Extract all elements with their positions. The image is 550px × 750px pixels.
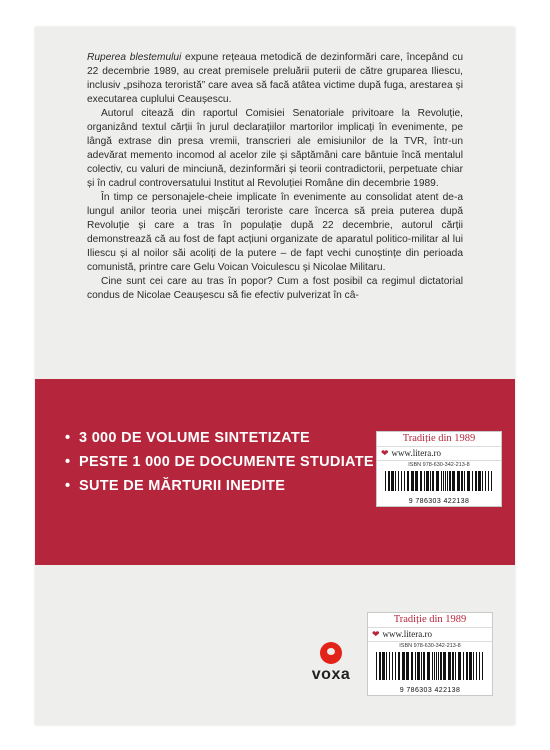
barcode-bar	[448, 652, 451, 680]
highlight-text: 3 000 DE VOLUME SINTETIZATE	[79, 430, 311, 446]
barcode-bar	[436, 652, 437, 680]
barcode-bar	[389, 652, 390, 680]
barcode-bar	[398, 652, 400, 680]
barcode-bar	[476, 652, 477, 680]
barcode-bar	[411, 652, 413, 680]
highlight-item	[65, 453, 379, 471]
barcode-bar	[440, 652, 442, 680]
barcode-bar	[385, 471, 386, 491]
barcode-bar	[402, 652, 405, 680]
barcode-bar	[426, 471, 429, 491]
barcode-bar	[482, 652, 483, 680]
barcode-bar	[382, 652, 385, 680]
barcode-bar	[461, 471, 463, 491]
barcode-bar	[452, 652, 454, 680]
highlight-text: SUTE DE MĂRTURII INEDITE	[79, 478, 286, 494]
barcode-bar	[467, 471, 470, 491]
barcode	[377, 470, 501, 492]
website-label: www.litera.ro	[382, 629, 432, 639]
bullet-icon: •	[65, 478, 71, 494]
barcode-bar	[391, 471, 394, 491]
barcode-bar	[417, 652, 420, 680]
publisher-name: voxa	[311, 666, 351, 683]
barcode-bar	[447, 471, 448, 491]
barcode-digits: 9 786303 422138	[399, 687, 461, 694]
bird-icon: ❤	[381, 448, 389, 458]
barcode-bar	[466, 652, 468, 680]
barcode-bar	[475, 471, 477, 491]
barcode-bar	[411, 471, 414, 491]
website-label: www.litera.ro	[391, 448, 441, 458]
barcode-bar	[376, 652, 377, 680]
barcode	[368, 651, 492, 681]
barcode-bar	[485, 471, 486, 491]
highlights-list	[65, 429, 379, 501]
bullet-icon: •	[65, 430, 71, 446]
isbn-label: ISBN 978-630-342-213-8	[408, 462, 470, 468]
barcode-bar	[479, 652, 480, 680]
barcode-digits: 9 786303 422138	[408, 498, 470, 505]
barcode-bar	[443, 652, 446, 680]
barcode-bar	[421, 652, 422, 680]
barcode-bar	[386, 652, 387, 680]
paragraph-1	[87, 51, 463, 107]
barcode-bar	[469, 652, 472, 680]
barcode-bar	[398, 471, 399, 491]
tradition-label: Tradiție din 1989	[402, 433, 476, 444]
paragraph-1-text: expune rețeaua metodică de dezinformări care, începând cu 22 decembrie 1989, au creat premisele preluării puterii de către gruparea Iliescu, inclusiv „psihoza teroristă” care avea să facă atâtea victime după fuga, arestarea și executarea cuplului Ceaușescu.	[87, 52, 463, 105]
isbn-label: ISBN 978-630-342-213-8	[399, 643, 461, 649]
barcode-bar	[478, 471, 481, 491]
barcode-bar	[488, 471, 489, 491]
barcode-bar	[473, 652, 474, 680]
barcode-bar	[392, 652, 393, 680]
barcode-bar	[415, 652, 416, 680]
barcode-bar	[407, 471, 409, 491]
barcode-bar	[464, 471, 465, 491]
paragraph-3: În timp ce personajele-cheie implicate în evenimente au consolidat atent de-a lungul anilor teoria unei mișcări teroriste care încerca să preia puterea după Revoluție și care a tras în populație după 22 decembrie, autorul cărții demonstrează că au fost de fapt acțiuni organizate de aparatul politico-militar al lui Iliescu și al noilor săi acoliți de la putere – de fapt vechi cunoștințe din perioada comunistă, printre care Gelu Voican Voiculescu și Nicolae Militaru.	[87, 192, 463, 273]
barcode-bar	[455, 652, 456, 680]
book-title-italic: Ruperea blestemului	[87, 52, 182, 63]
barcode-bar	[430, 471, 431, 491]
barcode-bar	[491, 471, 492, 491]
barcode-bar	[395, 471, 396, 491]
barcode-bar	[449, 471, 451, 491]
tradition-label: Tradiție din 1989	[393, 614, 467, 625]
barcode-bar	[438, 652, 439, 680]
description-text	[87, 51, 463, 303]
barcode-bar	[458, 652, 461, 680]
price-tag-bottom	[367, 612, 493, 696]
barcode-bar	[427, 652, 430, 680]
barcode-bar	[379, 652, 381, 680]
back-cover	[35, 27, 515, 725]
website-row	[377, 446, 501, 461]
barcode-bar	[420, 471, 422, 491]
barcode-bar	[443, 471, 444, 491]
barcode-bar	[436, 471, 439, 491]
website-row	[368, 627, 492, 642]
barcode-bar	[404, 471, 405, 491]
price-tag-top	[376, 431, 502, 507]
barcode-bar	[445, 471, 446, 491]
barcode-bar	[441, 471, 442, 491]
highlight-text: PESTE 1 000 DE DOCUMENTE STUDIATE	[79, 454, 374, 470]
barcode-bar	[423, 652, 425, 680]
highlight-item	[65, 429, 379, 447]
barcode-bar	[482, 471, 483, 491]
voxa-logo-icon	[320, 642, 342, 664]
barcode-bar	[472, 471, 473, 491]
barcode-bar	[406, 652, 409, 680]
publisher-logo	[301, 642, 361, 702]
barcode-bar	[463, 652, 464, 680]
barcode-bar	[415, 471, 418, 491]
bird-icon: ❤	[372, 629, 380, 639]
barcode-bar	[432, 652, 433, 680]
paragraph-4: Cine sunt cei care au tras în popor? Cum a fost posibil ca regimul dictatorial condus de Nicolae Ceaușescu să fie efectiv pulverizat în câ-	[87, 276, 463, 301]
barcode-bar	[388, 471, 390, 491]
barcode-bar	[434, 652, 435, 680]
barcode-bar	[401, 471, 402, 491]
bullet-icon: •	[65, 454, 71, 470]
barcode-bar	[457, 471, 460, 491]
barcode-bar	[432, 471, 434, 491]
highlight-item	[65, 477, 379, 495]
paragraph-2: Autorul citează din raportul Comisiei Senatoriale privitoare la Revoluție, organizând textul cărții în jurul declarațiilor martorilor implicați în evenimente, pe lângă extrase din presa vremii, transcrieri ale emisiunilor de la TVR, într-un adevărat memento incomod al acelor zile și săptămâni care bântuie încă mentalul colectiv, cu valuri de minciună, dezinformări și teorii contradictorii, perpetuate chiar și în cadrul controversatului Institut al Revoluției Române din decembrie 1989.	[87, 108, 463, 189]
barcode-bar	[452, 471, 455, 491]
barcode-bar	[395, 652, 396, 680]
barcode-bar	[424, 471, 425, 491]
